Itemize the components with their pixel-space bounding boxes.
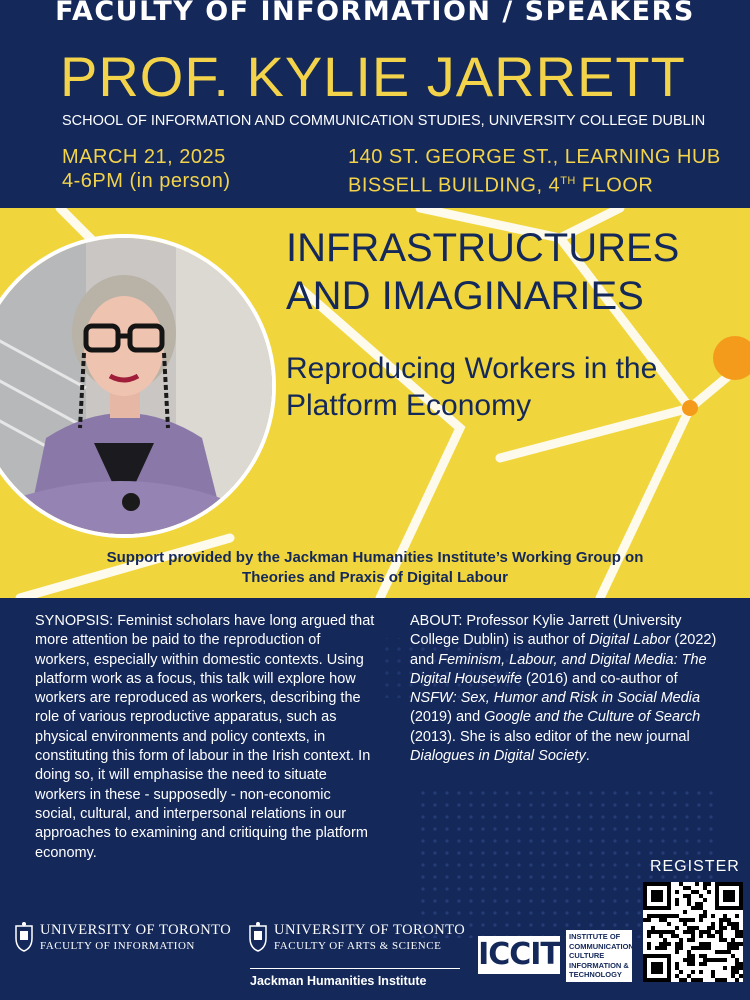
crest-icon	[248, 922, 268, 952]
header-band	[0, 0, 750, 208]
ut-name: UNIVERSITY OF TORONTO	[274, 922, 466, 938]
talk-title-line-1: INFRASTRUCTURES	[286, 226, 680, 270]
speaker-name: PROF. KYLIE JARRETT	[60, 45, 686, 108]
ut-faculty-arts-science: FACULTY OF ARTS & SCIENCE	[274, 940, 442, 952]
event-date: MARCH 21, 2025	[62, 146, 226, 168]
register-label: REGISTER	[650, 858, 740, 875]
speaker-affiliation: SCHOOL OF INFORMATION AND COMMUNICATION STUDIES, UNIVERSITY COLLEGE DUBLIN	[62, 113, 706, 129]
feature-panel	[0, 208, 750, 598]
series-banner: FACULTY OF INFORMATION / SPEAKERS	[55, 0, 695, 27]
iccit-wordmark: ICCIT	[478, 937, 560, 972]
address-line-1: 140 ST. GEORGE ST., LEARNING HUB	[348, 146, 721, 168]
event-time: 4-6PM (in person)	[62, 170, 231, 192]
talk-subtitle-line-1: Reproducing Workers in the	[286, 352, 658, 385]
talk-title	[286, 224, 679, 320]
synopsis-text: SYNOPSIS: Feminist scholars have long argued that more attention be paid to the reproduction of workers, especially within domestic contexts. Using platform work as a focus, this talk will explore how workers are reproduced as workers, describing the role of various reproductive apparatus, such as physical environments and policy contexts, in constituting this form of labour in the Irish context. In doing so, it will emphasise the need to situate workers in these - supposedly - non-economic social, cultural, and interpersonal relations in our approaches to examining and critiquing the platform economy.	[35, 613, 375, 861]
talk-title-line-2: AND IMAGINARIES	[286, 274, 644, 318]
event-datetime	[62, 145, 231, 193]
uoft-information-logo	[14, 916, 234, 960]
support-credit	[0, 548, 750, 588]
register-qr-code[interactable]	[643, 882, 743, 982]
support-line-2: Theories and Praxis of Digital Labour	[242, 569, 508, 586]
talk-subtitle	[286, 350, 657, 424]
uoft-arts-science-logo	[248, 916, 478, 960]
orange-node	[682, 400, 698, 416]
jackman-institute: Jackman Humanities Institute	[250, 968, 460, 988]
address-line-2: BISSELL BUILDING, 4TH FLOOR	[348, 174, 654, 197]
talk-subtitle-line-2: Platform Economy	[286, 389, 532, 422]
about-text: ABOUT: Professor Kylie Jarrett (University College Dublin) is author of Digital Labor (2022) and Feminism, Labour, and Digital Media: The Digital Housewife (2016) and co-author of NSFW: Sex, Humor and Risk in Social Media (2019) and Google and the Culture of Search (2013). She is also editor of the new journal Dialogues in Digital Society.	[410, 613, 717, 765]
ut-name: UNIVERSITY OF TORONTO	[40, 922, 232, 938]
ut-faculty-information: FACULTY OF INFORMATION	[40, 940, 195, 952]
orange-node	[713, 336, 750, 380]
event-location	[348, 145, 721, 198]
crest-icon	[14, 922, 34, 952]
support-line-1: Support provided by the Jackman Humanities Institute’s Working Group on	[106, 549, 644, 566]
iccit-fullname: INSTITUTE OF COMMUNICATION CULTURE INFORMATION & TECHNOLOGY	[566, 930, 632, 982]
